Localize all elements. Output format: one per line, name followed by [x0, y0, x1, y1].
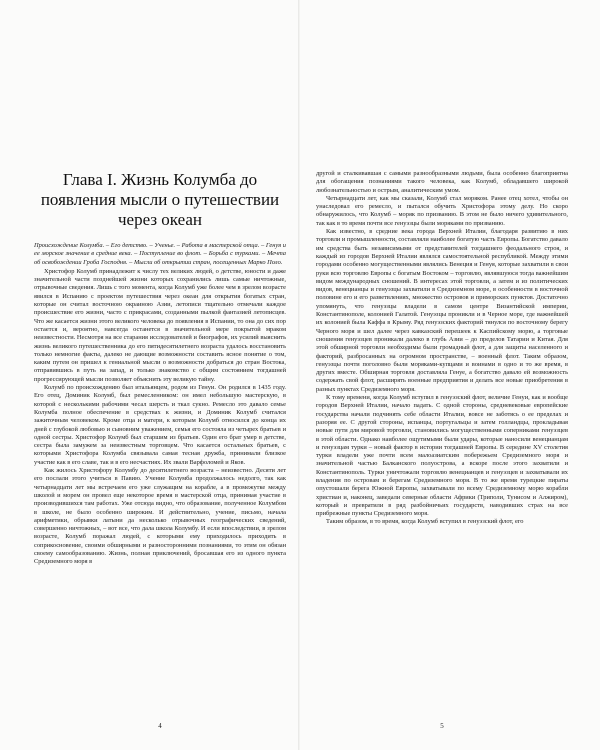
paragraph: Христофор Колумб принадлежит к числу тех великих людей, о детстве, юности и даже значительной части позднейшей жизни которых сохранились лишь самые ничтожные, отрывочные сведения. Лишь с того момента, когда Колумб уже более чем в зрелом возрасте явился в Испанию с проектом путешествия через океан для открытия богатых стран, которые он считал восточною окраиною Азии, летописи тщательно отмечали каждое происшествие его жизни, часто с прикрасами, созданными пылкой фантазией летописцев. Что же касается жизни этого великого человека до появления в Испании, то она до сих пор остается и, вероятно, навсегда останется в значительной мере покрытой мраком неизвестности. Несмотря на все старания исследователей и биографов, их усилий выяснить жизнь великого путешественника до его пятидесятилетнего возраста удалось восстановить только немногие факты, далеко не дающие возможности составить ясное понятие о том, каким путем он пришел к гениальной мысли о возможности добраться до стран Востока, отправившись в путь на запад, и только знакомство с общим состоянием тогдашней прогрессирующей мысли позволяет объяснить эту великую тайну. [34, 267, 286, 383]
page-number: 5 [440, 722, 444, 730]
paragraph: Четырнадцати лет, как мы сказали, Колумб стал моряком. Ранее отец хотел, чтобы он унаследовал его ремесло, и пытался обучить Христофора этому делу. Но скоро обнаружилось, что Колумб – моряк по призванию. В этом не было ничего удивительного, так как в то время почти все генуэзцы были моряками по призванию. [316, 194, 568, 227]
chapter-epigraph: Происхождение Колумба. – Его детство. – Ученье. – Работа в мастерской отца. – Генуя и ее морское значение в средние века. – Поступление во флот. – Борьба с турками. – Мечта об освобождении Гроба Господня. – Мысли об открытии стран, посещенных Марко Поло. [34, 242, 286, 266]
page-number: 4 [158, 722, 162, 730]
paragraph: другой и сталкивавшая с самыми разнообразными людьми, была особенно благоприятна для обогащения познаниями такого человека, как Колумб, обладавшего широкой любознательностью и острым, аналитическим умом. [316, 170, 568, 194]
paragraph: Как жилось Христофору Колумбу до десятилетнего возраста – неизвестно. Десяти лет его послали этого учиться в Павию. Учение Колумба продолжалось недолго, так как четырнадцати лет мы встречаем его уже служащим на корабле, а в промежутке между школой и морем он провел еще некоторое время в мастерской отца, принимая участие в производившихся там работах. Уже отсюда видно, что образование, полученное Колумбом в школе, не было особенно широким. И действительно, учение, письмо, начала арифметики, обрывки латыни да несколько отрывочных географических сведений, совершенно ничтожных, – вот все, что дала школа Колумбу. И если впоследствии, в зрелом возрасте, Колумб поражал людей, с которыми ему приходилось приходить в соприкосновение, своими обширными и разносторонними познаниями, то этим он обязан своему самообразованию. Жизнь, полная приключений, бросавшая его из одного пункта Средиземного моря в [34, 467, 286, 566]
right-page [300, 0, 600, 750]
paragraph: Как известно, в средние века города Верхней Италии, благодаря развитию в них торговли и промышленности, составляли наиболее богатую часть Европы. Богатство давало им средства быть независимыми от представителей тогдашнего феодального строя, и каждый из городов Верхней Италии являлся самостоятельной республикой. Между этими городами особенно могущественными являлись Венеция и Генуя, которые захватили в свои руки всю торговлю Европы с богатым Востоком – торговлю, являвшуюся тогда важнейшим видом международных сношений. В интересах этой торговли, а затем и из политических видов, венецианцы и генуэзцы захватили в Средиземном море, в особенности в восточной половине его и его разветвлениях, множество островов и приморских пунктов. Достаточно упомянуть, что генуэзцы владели в самом центре Византийской империи, Константинополе, колонией Галатой. Генуэзцы проникли и в Черное море, где важнейшей их колонией была Каффа в Крыму. Ряд генуэзских факторий тянулся по восточному берегу Черного моря и шел далее через кавказский перешеек к Каспийскому морю, а торговые сношения генуэзцев проникали далеко в глубь Азии – до пределов Татарии и Китая. Для этой обширной торговли необходимы были громадный флот, а для защиты населенного и факторий, разбросанных на огромном пространстве, – военный флот. Таким образом, генуэзцы почти поголовно были моряками-купцами и воинами в одно и то же время, в других вместе. Обширная торговля доставляла Генуе, а богатство давало ей возможность содержать свой флот, расширять военные предприятия и делать все новые приобретения в разных пунктах Средиземного моря. [316, 228, 568, 393]
paragraph: К тому времени, когда Колумб вступил в генуэзский флот, величие Генуи, как и вообще городов Верхней Италии, начало падать. С одной стороны, средневековые европейские государства начали подчинять себе области Италии, вовсе не заботясь о ее пределах и разоряя ее. С другой стороны, испанцы, португальцы и затем голландцы, прокладывая новые пути для мировой торговли, становились могущественными соперниками генуэзцев в этой области. Однако наиболее ощутимыми были удары, которые наносили венецианцам и генуэзцам турки – новый фактор в истории тогдашней Европы. В середине XV столетия турки владели уже почти всем малоазиатским побережьем Средиземного моря и значительной частью Балканского полуострова, а вскоре после этого захватили и Константинополь. Турки уничтожали торговлю венецианцев и генуэзцев и захватывали их владения по островам и берегам Средиземного моря. В то же время турецкие пираты опустошали берега Южной Европы, захватывали по всему Средиземному морю корабли христиан и, наконец, заведали северные области Африки (Триполи, Тунисом и Алжиром), который и превратили в ряд разбойничьих государств, наводивших страх на все прибрежные пункты Средиземного моря. [316, 394, 568, 518]
chapter-title: Глава I. Жизнь Колумба до появления мысли о путешествии через океан [40, 170, 280, 229]
paragraph: Таким образом, в то время, когда Колумб вступил в генуэзский флот, его [326, 518, 524, 526]
paragraph: Колумб по происхождению был итальянцем, родом из Генуи. Он родился в 1435 году. Его отец, Доминик Колумб, был ремесленником: он имел небольшую мастерскую, в которой с несколькими рабочими чесал шерсть и ткал сукно. Ремесло это давало семье Колумба полное обеспечение в средствах к жизни, и Доминик Колумб считался зажиточным человеком. Кроме отца и матери, к которым Колумб относился до конца их дней с глубокой любовью и сыновним уважением, семья его состояла из четырех братьев и одной сестры. Христофор Колумб был старшим из братьев. Один его брат умер в детстве, сестра была замужем за неизвестным торговцем. Что касается остальных братьев, с которыми Христофора Колумба связывала самая тесная дружба, принимали близкое участие как в его славе, так и в его несчастиях. Их звали Варфоломей и Яков. [34, 384, 286, 466]
